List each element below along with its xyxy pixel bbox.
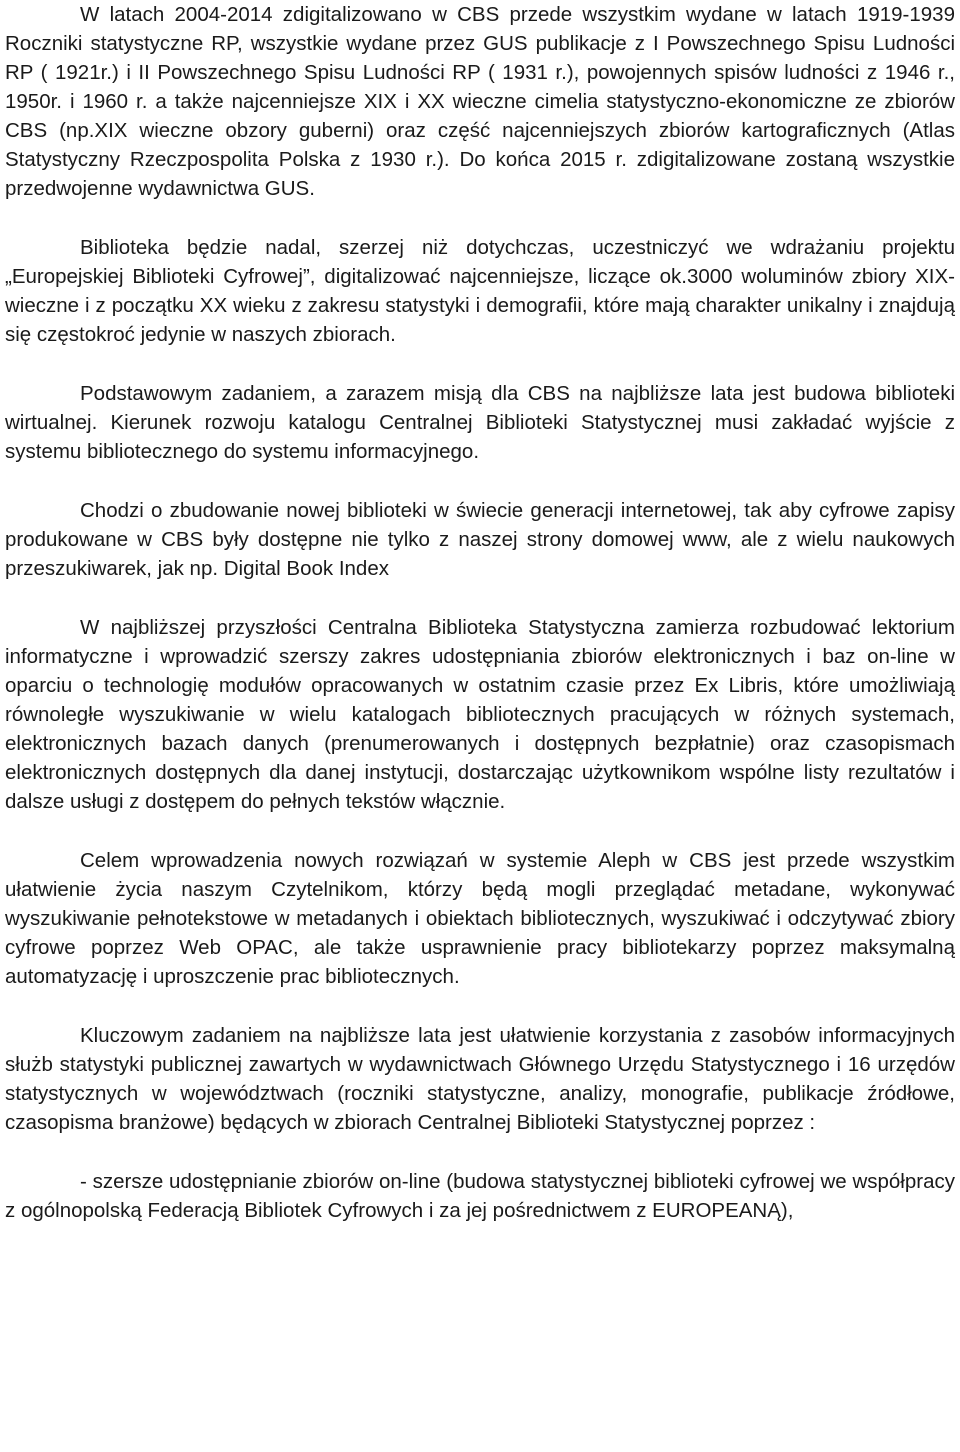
paragraph-gap [5, 816, 955, 846]
paragraph-virtual-library-mission: Podstawowym zadaniem, a zarazem misją dla CBS na najbliższe lata jest budowa biblioteki wirtualnej. Kierunek rozwoju katalogu Centralnej Biblioteki Statystycznej musi zakładać wyjście z systemu bibliotecznego do systemu informacyjnego. [5, 382, 955, 463]
paragraph-digitization-2004-2014: W latach 2004-2014 zdigitalizowano w CBS przede wszystkim wydane w latach 1919-1939 Roczniki statystyczne RP, wszystkie wydane przez GUS publikacje z I Powszechnego Spisu Ludności RP ( 1921r.) i II Powszechnego Spisu Ludności RP ( 1931 r.), powojennych spisów ludności z 1946 r., 1950r. i 1960 r. a także najcenniejsze XIX i XX wieczne cimelia statystyczno-ekonomiczne ze zbiorów CBS (np.XIX wieczne obzory guberni) oraz część najcenniejszych zbiorów kartograficznych (Atlas Statystyczny Rzeczpospolita Polska z 1930 r.). Do końca 2015 r. zdigitalizowane zostaną wszystkie przedwojenne wydawnictwa GUS. [5, 3, 955, 200]
paragraph-list-item-online-access: - szersze udostępnianie zbiorów on-line (budowa statystycznej biblioteki cyfrowej we współpracy z ogólnopolską Federacją Bibliotek Cyfrowych i za jej pośrednictwem z EUROPEANĄ), [5, 1170, 955, 1222]
paragraph-gap [5, 991, 955, 1021]
paragraph-gap [5, 203, 955, 233]
paragraph-internet-generation-library: Chodzi o zbudowanie nowej biblioteki w świecie generacji internetowej, tak aby cyfrowe zapisy produkowane w CBS były dostępne nie tylko z naszej strony domowej www, ale z wielu naukowych przeszukiwarek, jak np. Digital Book Index [5, 499, 955, 580]
paragraph-aleph-system-goals: Celem wprowadzenia nowych rozwiązań w systemie Aleph w CBS jest przede wszystkim ułatwienie życia naszym Czytelnikom, którzy będą mogli przeglądać metadane, wykonywać wyszukiwanie pełnotekstowe w metadanych i obiektach bibliotecznych, wyszukiwać i odczytywać zbiory cyfrowe poprzez Web OPAC, ale także usprawnienie pracy bibliotekarzy poprzez maksymalną automatyzację i uproszczenie prac bibliotecznych. [5, 849, 955, 988]
paragraph-gap [5, 1137, 955, 1167]
paragraph-ex-libris-expansion: W najbliższej przyszłości Centralna Biblioteka Statystyczna zamierza rozbudować lektorium informatyczne i wprowadzić szerszy zakres udostępniania zbiorów elektronicznych i baz on-line w oparciu o technologię modułów opracowanych w ostatnim czasie przez Ex Libris, które umożliwiają równoległe wyszukiwanie w wielu katalogach bibliotecznych pracujących w różnych systemach, elektronicznych bazach danych (prenumerowanych i dostępnych bezpłatnie) oraz czasopismach elektronicznych dostępnych dla danej instytucji, dostarczając użytkownikom wspólne listy rezultatów i dalsze usługi z dostępem do pełnych tekstów włącznie. [5, 616, 955, 813]
paragraph-key-task: Kluczowym zadaniem na najbliższe lata jest ułatwienie korzystania z zasobów informacyjnych służb statystyki publicznej zawartych w wydawnictwach Głównego Urzędu Statystycznego i 16 urzędów statystycznych w województwach (roczniki statystyczne, analizy, monografie, publikacje źródłowe, czasopisma branżowe) będących w zbiorach Centralnej Biblioteki Statystycznej poprzez : [5, 1024, 955, 1134]
paragraph-gap [5, 349, 955, 379]
paragraph-gap [5, 466, 955, 496]
paragraph-european-digital-library: Biblioteka będzie nadal, szerzej niż dotychczas, uczestniczyć we wdrażaniu projektu „Europejskiej Biblioteki Cyfrowej”, digitalizować najcenniejsze, liczące ok.3000 woluminów zbiory XIX-wieczne i z początku XX wieku z zakresu statystyki i demografii, które mają charakter unikalny i znajdują się częstokroć jedynie w naszych zbiorach. [5, 236, 955, 346]
paragraph-gap [5, 583, 955, 613]
document-page [5, 0, 955, 1225]
